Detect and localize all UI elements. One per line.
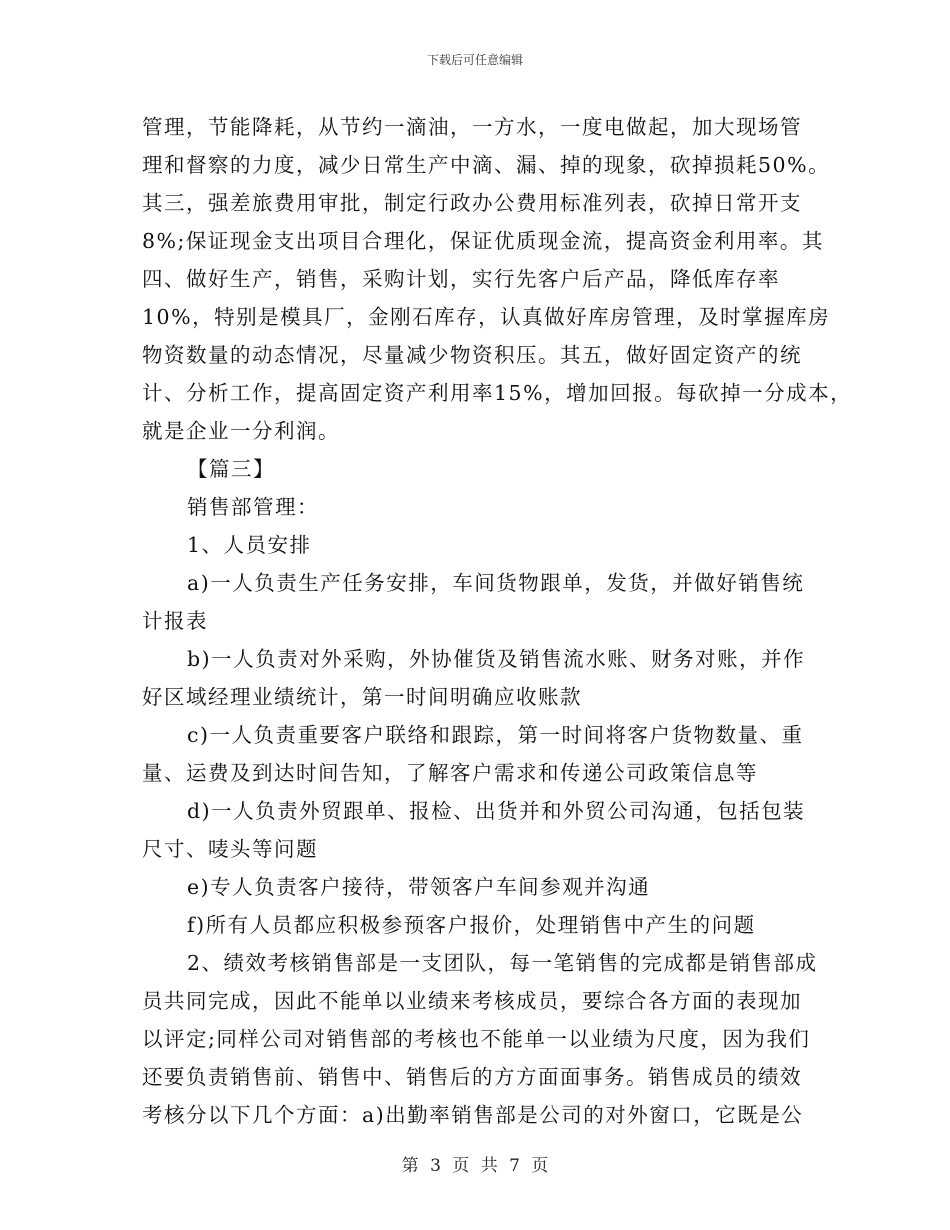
section-heading: 【篇三】 xyxy=(187,457,275,481)
list-item: e)专人负责客户接待，带领客户车间参观并沟通 xyxy=(187,875,651,899)
text-line: 就是企业一分利润。 xyxy=(142,419,340,443)
text-line: 8%;保证现金支出项目合理化，保证优质现金流，提高资金利用率。其 xyxy=(142,229,824,253)
list-heading: 2、绩效考核销售部是一支团队，每一笔销售的完成都是销售部成 xyxy=(187,951,818,975)
text-line: 员共同完成，因此不能单以业绩来考核成员，要综合各方面的表现加 xyxy=(142,989,802,1013)
page-number: 第 3 页 共 7 页 xyxy=(401,1156,549,1176)
text-line: 还要负责销售前、销售中、销售后的方方面面事务。销售成员的绩效 xyxy=(142,1065,802,1089)
list-item: d)一人负责外贸跟单、报检、出货并和外贸公司沟通，包括包装 xyxy=(187,799,806,823)
text-line: 计报表 xyxy=(142,609,208,633)
list-heading: 1、人员安排 xyxy=(187,533,312,557)
list-item: f)所有人员都应积极参预客户报价，处理销售中产生的问题 xyxy=(187,913,756,937)
text-line: 10%，特别是模具厂，金刚石库存，认真做好库房管理，及时掌握库房 xyxy=(142,305,831,329)
list-item: c)一人负责重要客户联络和跟踪，第一时间将客户货物数量、重 xyxy=(187,723,804,747)
text-line: 好区域经理业绩统计，第一时间明确应收账款 xyxy=(142,685,582,709)
text-line: 量、运费及到达时间告知，了解客户需求和传递公司政策信息等 xyxy=(142,761,758,785)
text-line: 理和督察的力度，减少日常生产中滴、漏、掉的现象，砍掉损耗50%。 xyxy=(142,153,831,177)
text-line: 计、分析工作，提高固定资产利用率15%，增加回报。每砍掉一分成本， xyxy=(142,381,853,405)
page-header: 下载后可任意编辑 xyxy=(426,53,523,67)
text-line: 其三，强差旅费用审批，制定行政办公费用标准列表，砍掉日常开支 xyxy=(142,191,802,215)
text-line: 物资数量的动态情况，尽量减少物资积压。其五，做好固定资产的统 xyxy=(142,343,802,367)
list-item: b)一人负责对外采购，外协催货及销售流水账、财务对账，并作 xyxy=(187,647,806,671)
text-line: 尺寸、唛头等问题 xyxy=(142,837,318,861)
subsection-heading: 销售部管理： xyxy=(187,495,319,519)
text-line: 以评定;同样公司对销售部的考核也不能单一以业绩为尺度，因为我们 xyxy=(142,1027,811,1051)
text-line: 四、做好生产，销售，采购计划，实行先客户后产品，降低库存率 xyxy=(142,267,780,291)
text-line: 考核分以下几个方面：a)出勤率销售部是公司的对外窗口，它既是公 xyxy=(142,1103,804,1127)
text-line: 管理，节能降耗，从节约一滴油，一方水，一度电做起，加大现场管 xyxy=(142,115,802,139)
list-item: a)一人负责生产任务安排，车间货物跟单，发货，并做好销售统 xyxy=(187,571,805,595)
